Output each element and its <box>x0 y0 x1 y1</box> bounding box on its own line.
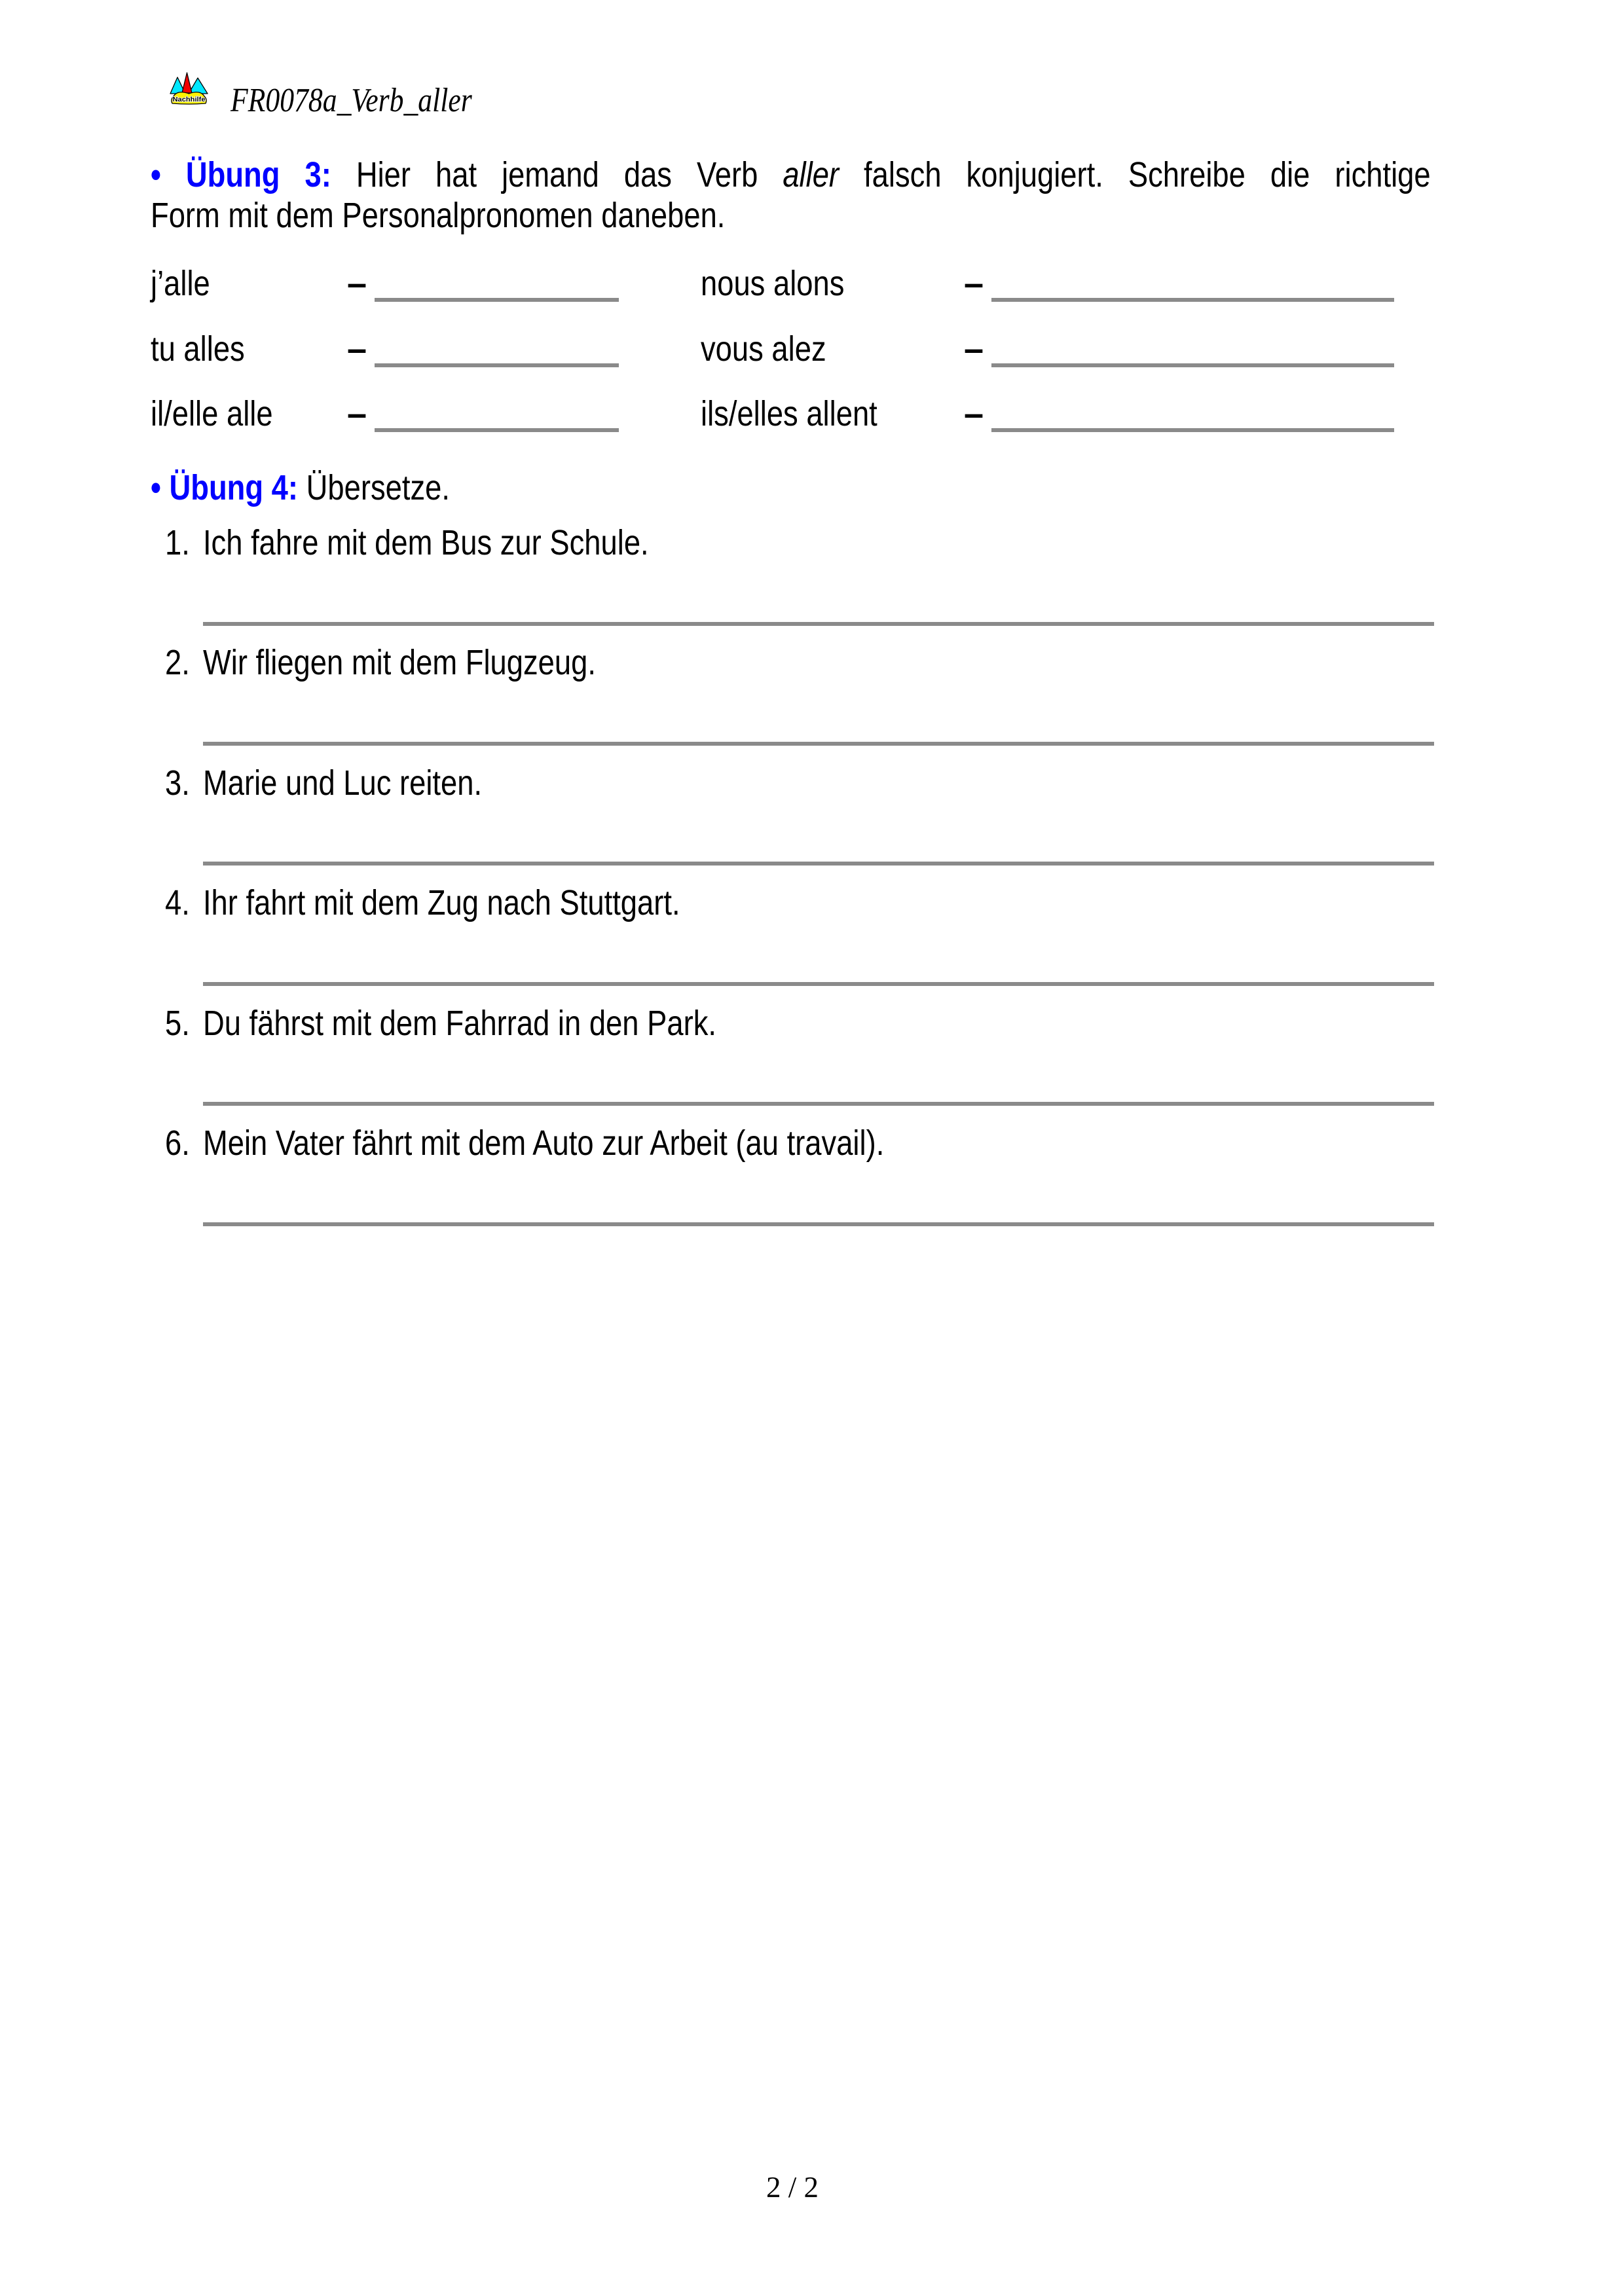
item-number: 6. <box>165 1123 190 1163</box>
dash: – <box>347 394 367 433</box>
logo-text: Nachhilfe <box>172 96 206 103</box>
wrong-form-right: nous alons <box>701 264 845 303</box>
item-number: 2. <box>165 643 190 682</box>
wrong-form-left: tu alles <box>151 329 245 369</box>
nachhilfe-logo-icon <box>169 72 210 105</box>
exercise3-intro-pre: Hier hat jemand das Verb <box>356 155 758 194</box>
wrong-form-left: il/elle alle <box>151 394 273 433</box>
item-text: Mein Vater fährt mit dem Auto zur Arbeit (au travail). <box>202 1123 885 1163</box>
answer-line <box>203 1102 1434 1106</box>
exercise3-verb-italic: aller <box>783 155 840 194</box>
translation-item <box>165 642 1540 683</box>
item-number: 4. <box>165 883 190 922</box>
item-number: 5. <box>165 1004 190 1043</box>
conjugation-row <box>151 393 1460 439</box>
page-number: 2 / 2 <box>766 2171 819 2204</box>
exercise3-label: • Übung 3: <box>151 155 331 194</box>
conjugation-row <box>151 329 1460 374</box>
item-text: Ihr fahrt mit dem Zug nach Stuttgart. <box>202 883 680 922</box>
answer-line <box>203 742 1434 746</box>
item-number: 3. <box>165 763 190 803</box>
translation-item <box>165 1123 1540 1163</box>
wrong-form-right: vous alez <box>701 329 826 369</box>
answer-line <box>203 622 1434 626</box>
dash: – <box>347 329 367 369</box>
answer-blank-line <box>991 298 1394 302</box>
answer-blank-line <box>375 298 619 302</box>
item-text: Marie und Luc reiten. <box>202 763 483 803</box>
answer-blank-line <box>991 363 1394 367</box>
exercise3-intro-line1 <box>151 155 1431 195</box>
exercise3-intro-post: falsch konjugiert. Schreibe die richtige <box>864 155 1431 194</box>
answer-blank-line <box>991 428 1394 432</box>
translation-item <box>165 522 1540 563</box>
dash: – <box>964 394 984 433</box>
answer-line <box>203 1222 1434 1226</box>
item-text: Du fährst mit dem Fahrrad in den Park. <box>202 1004 716 1043</box>
item-text: Ich fahre mit dem Bus zur Schule. <box>202 523 649 562</box>
answer-blank-line <box>375 363 619 367</box>
translation-item <box>165 763 1540 803</box>
item-number: 1. <box>165 523 190 562</box>
conjugation-row <box>151 263 1460 309</box>
exercise3-intro <box>151 155 1624 236</box>
mountain-center-icon <box>182 73 192 93</box>
exercise3-intro-line2: Form mit dem Personalpronomen daneben. <box>151 196 726 235</box>
dash: – <box>347 264 367 303</box>
answer-line <box>203 982 1434 986</box>
answer-line <box>203 862 1434 866</box>
translation-item <box>165 883 1540 923</box>
wrong-form-left: j’alle <box>151 264 210 303</box>
dash: – <box>964 264 984 303</box>
exercise4-label: • Übung 4: <box>151 468 299 507</box>
exercise4-heading <box>151 467 507 508</box>
translation-item <box>165 1003 1540 1044</box>
wrong-form-right: ils/elles allent <box>701 394 877 433</box>
document-title: FR0078a_Verb_aller <box>231 82 472 119</box>
answer-blank-line <box>375 428 619 432</box>
exercise4-instruction: Übersetze. <box>306 468 450 507</box>
item-text: Wir fliegen mit dem Flugzeug. <box>202 643 596 682</box>
dash: – <box>964 329 984 369</box>
